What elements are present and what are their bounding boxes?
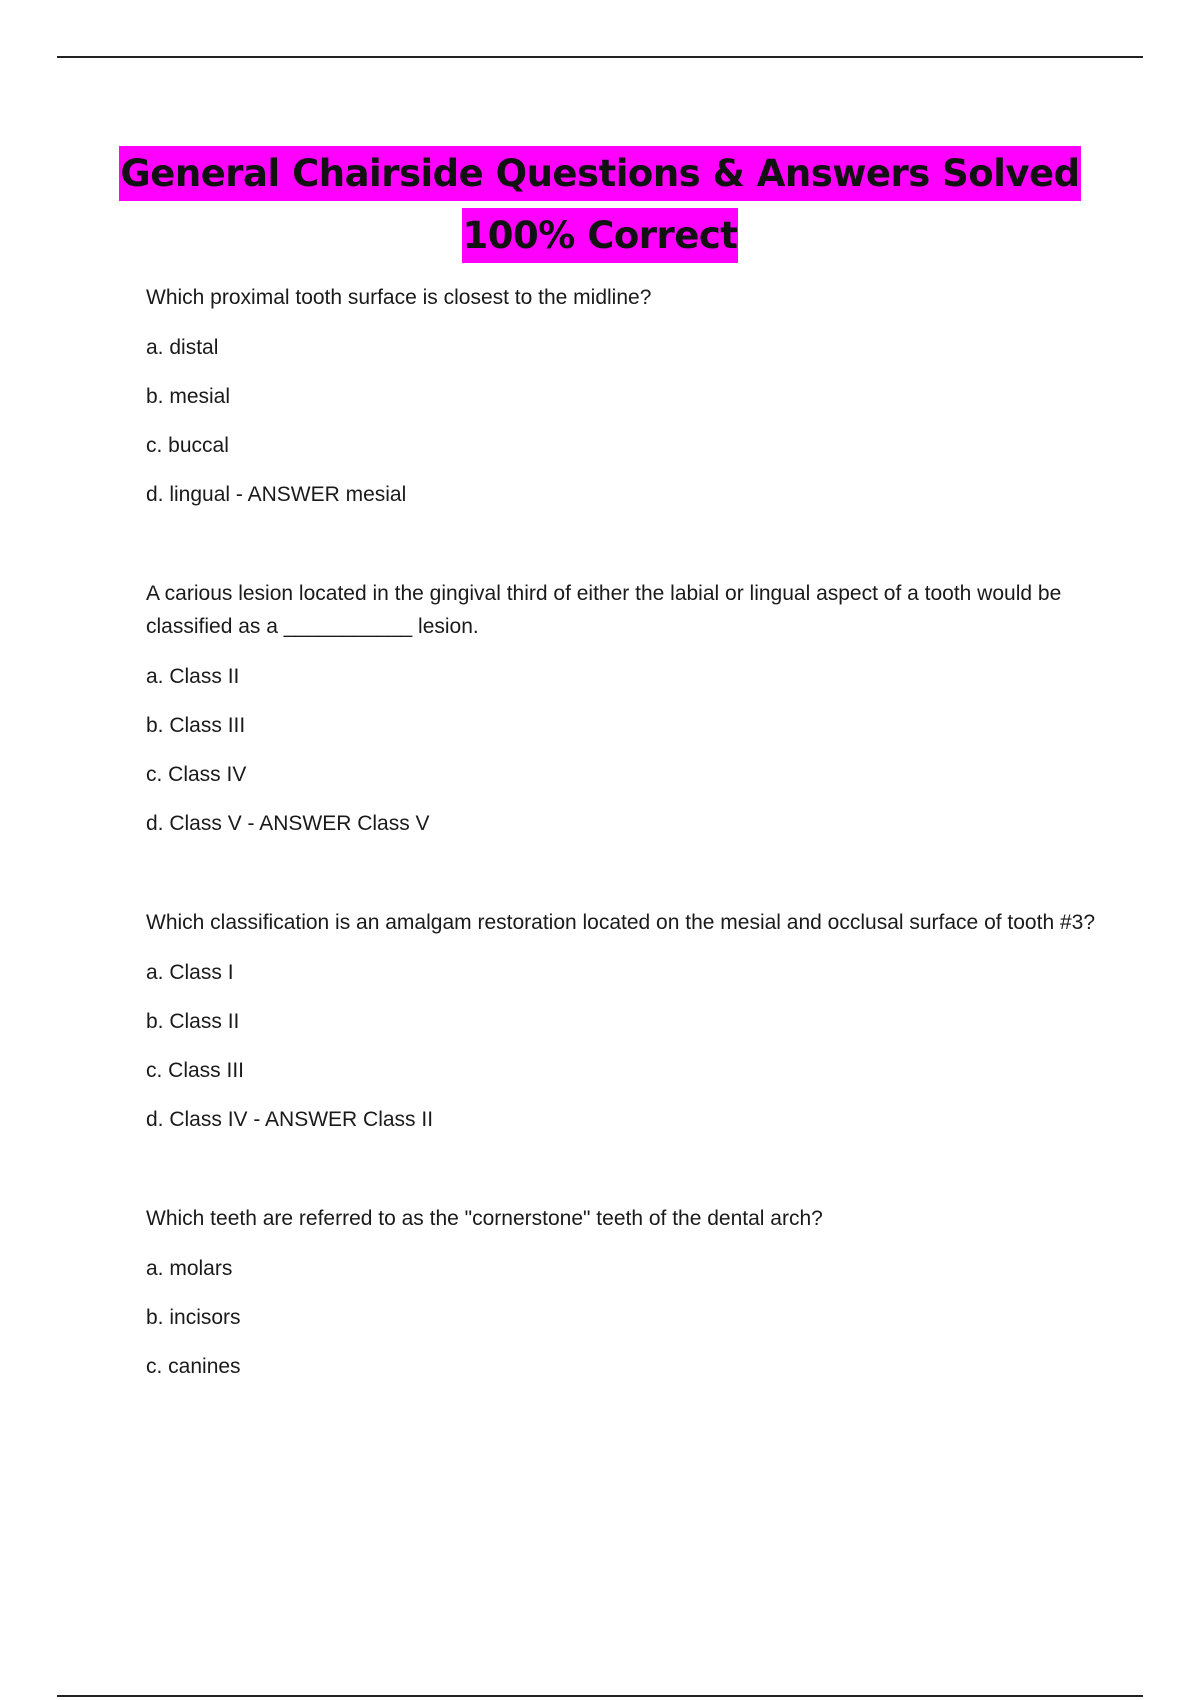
answer-option: b. Class III [146, 714, 246, 737]
document-title [0, 146, 1200, 270]
answer-option: b. incisors [146, 1306, 241, 1329]
question-text: Which teeth are referred to as the "cornerstone" teeth of the dental arch? [146, 1207, 823, 1230]
title-line-2: 100% Correct [462, 208, 739, 263]
question-3 [146, 906, 1106, 1136]
question-4 [146, 1202, 1106, 1383]
answer-option: d. lingual - ANSWER mesial [146, 483, 407, 506]
answer-option: d. Class V - ANSWER Class V [146, 812, 430, 835]
question-1 [146, 281, 1106, 511]
question-text: A carious lesion located in the gingival third of either the labial or lingual aspect of a tooth would be classified as a ___________ lesion. [146, 582, 1062, 638]
answer-option: a. distal [146, 336, 219, 359]
answer-option: c. buccal [146, 434, 229, 457]
footer-rule [57, 1695, 1143, 1697]
header-rule [57, 56, 1143, 58]
document-body [146, 281, 1106, 1449]
answer-option: b. mesial [146, 385, 231, 408]
question-text: Which proximal tooth surface is closest to the midline? [146, 286, 652, 309]
answer-option: c. canines [146, 1355, 241, 1378]
answer-option: c. Class III [146, 1059, 245, 1082]
answer-option: a. Class I [146, 961, 234, 984]
answer-option: c. Class IV [146, 763, 247, 786]
question-2 [146, 577, 1106, 840]
answer-option: b. Class II [146, 1010, 240, 1033]
title-line-1: General Chairside Questions & Answers Solved [119, 146, 1080, 201]
answer-option: d. Class IV - ANSWER Class II [146, 1108, 434, 1131]
question-text: Which classification is an amalgam restoration located on the mesial and occlusal surface of tooth #3? [146, 911, 1095, 934]
answer-option: a. Class II [146, 665, 240, 688]
answer-option: a. molars [146, 1257, 233, 1280]
